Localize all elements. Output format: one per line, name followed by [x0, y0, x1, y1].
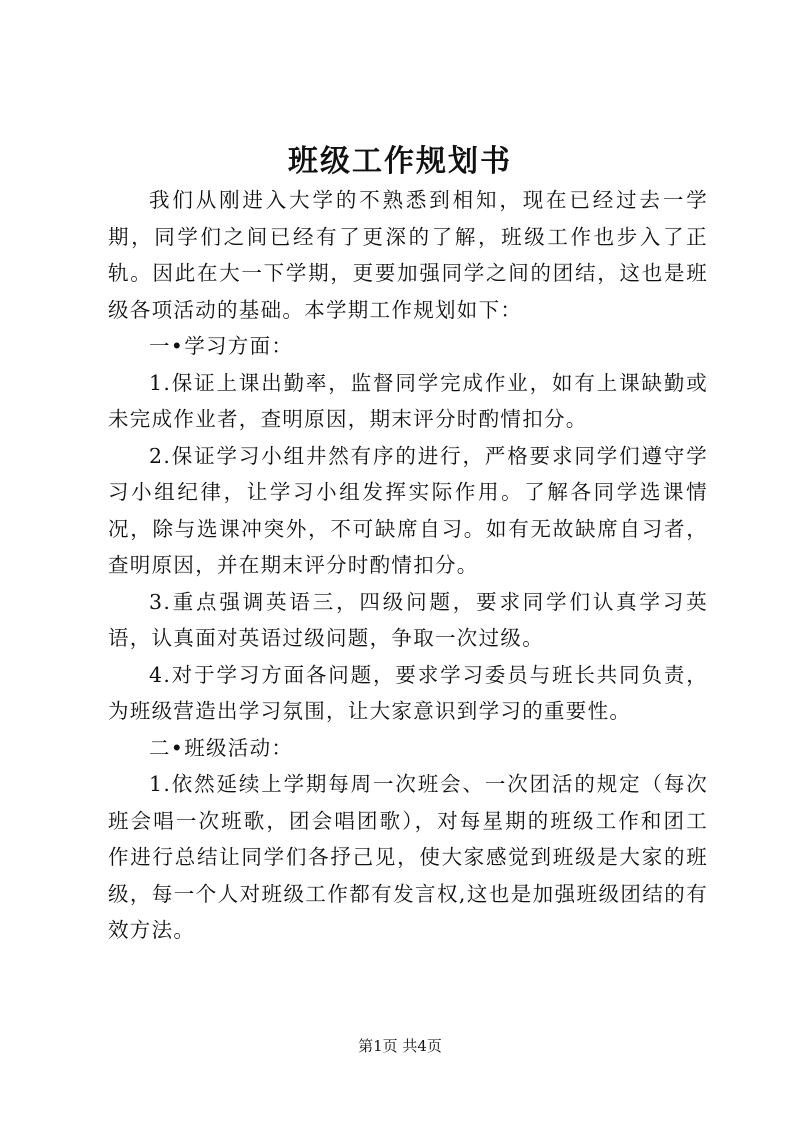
paragraph-study-1: 1.保证上课出勤率，监督同学完成作业，如有上课缺勤或未完成作业者，查明原因，期末评分时酌情扣分。 — [108, 370, 708, 431]
section-heading-study: 一•学习方面： — [149, 334, 294, 358]
paragraph-study-4: 4.对于学习方面各问题，要求学习委员与班长共同负责，为班级营造出学习氛围，让大家意识到学习的重要性。 — [108, 662, 708, 723]
section-heading-activities: 二•班级活动： — [149, 735, 294, 760]
paragraph-intro: 我们从刚进入大学的不熟悉到相知，现在已经过去一学期，同学们之间已经有了更深的了解，班级工作也步入了正轨。因此在大一下学期，更要加强同学之间的团结，这也是班级各项活动的基础。本学期工作规划如下： — [108, 188, 708, 322]
paragraph-study-2: 2.保证学习小组井然有序的进行，严格要求同学们遵守学习小组纪律，让学习小组发挥实际作用。了解各同学选课情况，除与选课冲突外，不可缺席自习。如有无故缺席自习者，查明原因，并在期末评分时酌情扣分。 — [108, 443, 708, 577]
document-title: 班级工作规划书 — [288, 144, 512, 179]
paragraph-activities-1: 1.依然延续上学期每周一次班会、一次团活的规定（每次班会唱一次班歌，团会唱团歌），对每星期的班级工作和团工作进行总结让同学们各抒己见，使大家感觉到班级是大家的班级，每一个人对班级工作都有发言权,这也是加强班级团结的有效方法。 — [108, 772, 708, 942]
document-body — [108, 182, 708, 949]
page-footer: 第1页 共4页 — [358, 1037, 442, 1055]
paragraph-study-3: 3.重点强调英语三，四级问题，要求同学们认真学习英语，认真面对英语过级问题，争取一次过级。 — [108, 589, 708, 650]
